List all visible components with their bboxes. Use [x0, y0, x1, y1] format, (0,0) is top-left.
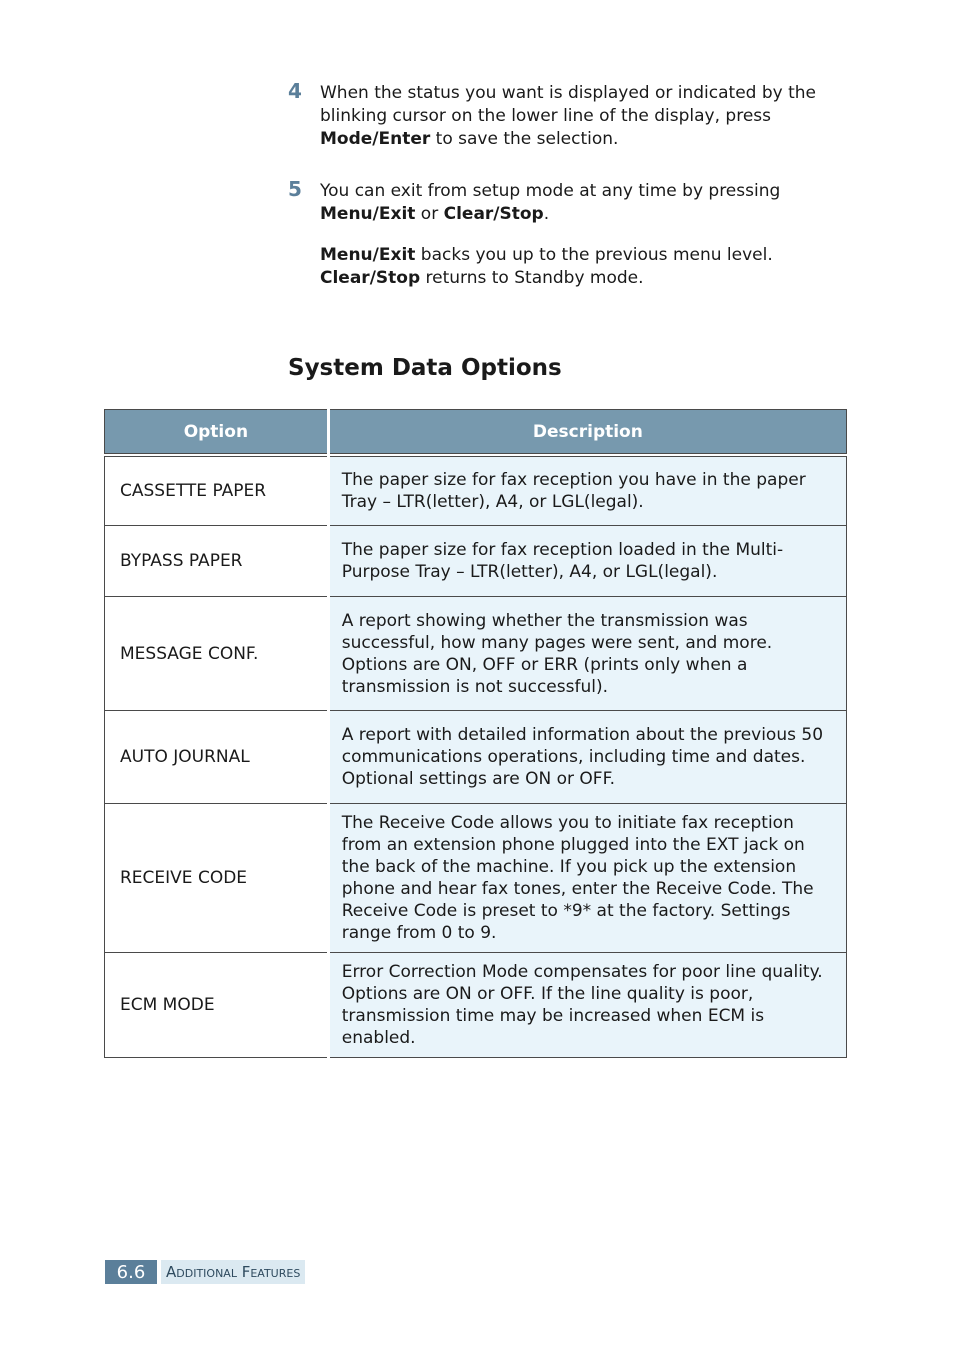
- description-cell: Error Correction Mode compensates for poor line quality. Options are ON or OFF. If the line quality is poor, transmission time may be increased when ECM is enabled.: [328, 953, 846, 1058]
- description-cell: The Receive Code allows you to initiate fax reception from an extension phone plugged into the EXT jack on the back of the machine. If you pick up the extension phone and hear fax tones, enter the Receive Code. The Receive Code is preset to *9* at the factory. Settings range from 0 to 9.: [328, 804, 846, 953]
- key-name-clear-stop: Clear/Stop: [320, 268, 421, 288]
- table-row: [105, 457, 847, 526]
- step-text-run: to save the selection.: [430, 129, 619, 149]
- step-text-run: or: [415, 204, 444, 224]
- step-text-run: .: [543, 204, 550, 224]
- header-description: Description: [328, 410, 846, 454]
- option-cell: AUTO JOURNAL: [105, 711, 329, 804]
- table-row: [105, 526, 847, 597]
- table-row: [105, 711, 847, 804]
- step-text-run: returns to Standby mode.: [420, 268, 644, 288]
- chapter-title: Additional Features: [161, 1260, 305, 1284]
- description-cell: The paper size for fax reception loaded in the Multi-Purpose Tray – LTR(letter), A4, or LGL(legal).: [328, 526, 846, 597]
- option-cell: BYPASS PAPER: [105, 526, 329, 597]
- step-text: [320, 82, 848, 151]
- step-note: [320, 244, 848, 290]
- option-cell: MESSAGE CONF.: [105, 597, 329, 711]
- step-4: [288, 79, 848, 151]
- section-title: System Data Options: [288, 355, 562, 381]
- step-number: 4: [288, 79, 302, 103]
- step-text-run: When the status you want is displayed or indicated by the blinking cursor on the lower line of the display, press: [320, 83, 817, 126]
- option-cell: ECM MODE: [105, 953, 329, 1058]
- step-5: [288, 177, 848, 290]
- header-option: Option: [105, 410, 329, 454]
- key-name-clear-stop: Clear/Stop: [443, 204, 544, 224]
- key-name-mode-enter: Mode/Enter: [320, 129, 431, 149]
- step-text-run: backs you up to the previous menu level.: [415, 245, 773, 265]
- step-paragraph: [320, 180, 848, 226]
- system-data-options-table: [104, 409, 847, 1058]
- table-row: [105, 804, 847, 953]
- table-row: [105, 597, 847, 711]
- step-text: [320, 180, 848, 290]
- option-cell: RECEIVE CODE: [105, 804, 329, 953]
- table-header-row: [105, 410, 847, 454]
- key-name-menu-exit: Menu/Exit: [320, 204, 416, 224]
- step-text-run: You can exit from setup mode at any time by pressing: [320, 181, 781, 201]
- description-cell: A report showing whether the transmission was successful, how many pages were sent, and more. Options are ON, OFF or ERR (prints only when a transmission is not successful).: [328, 597, 846, 711]
- key-name-menu-exit: Menu/Exit: [320, 245, 416, 265]
- page-number: 6.6: [105, 1260, 157, 1284]
- page-footer: [105, 1260, 305, 1284]
- option-cell: CASSETTE PAPER: [105, 457, 329, 526]
- description-cell: The paper size for fax reception you have in the paper Tray – LTR(letter), A4, or LGL(legal).: [328, 457, 846, 526]
- step-number: 5: [288, 177, 302, 201]
- step-paragraph: [320, 82, 848, 151]
- table-row: [105, 953, 847, 1058]
- description-cell: A report with detailed information about the previous 50 communications operations, including time and dates. Optional settings are ON or OFF.: [328, 711, 846, 804]
